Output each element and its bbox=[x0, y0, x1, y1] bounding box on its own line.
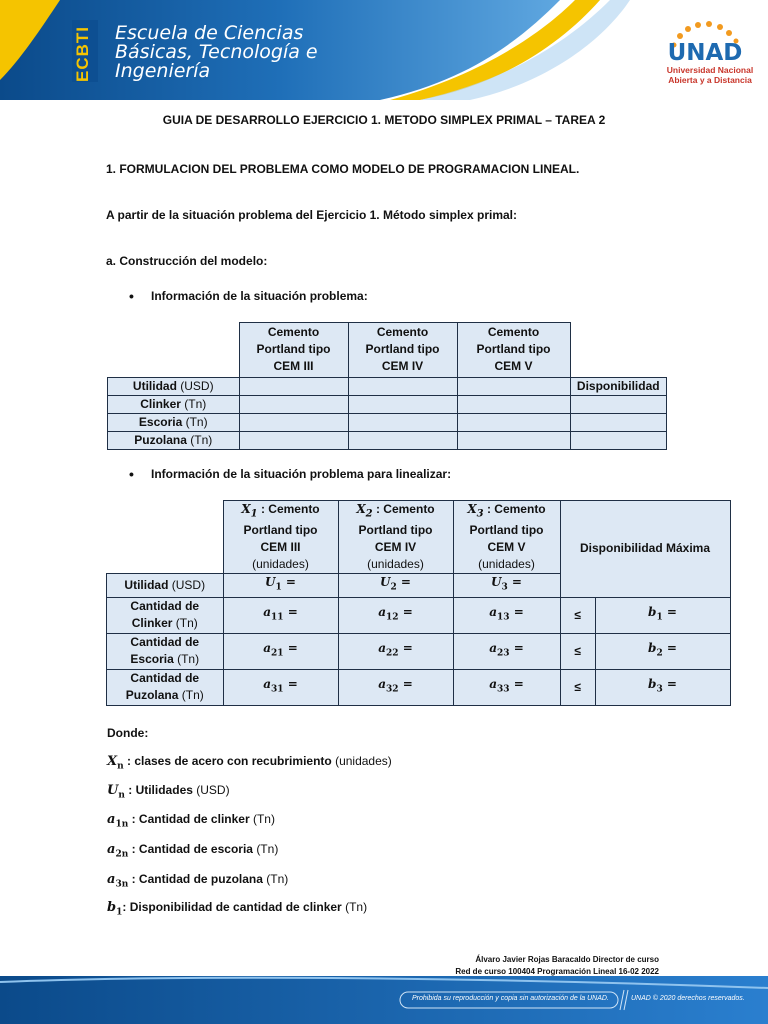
def-u: $U_n$ : Utilidades (USD) bbox=[107, 783, 230, 801]
row-label-escoria: Escoria (Tn) bbox=[108, 413, 240, 431]
row-label-clinker: Cantidad de Clinker (Tn) bbox=[107, 597, 224, 633]
vertical-tag: ECBTI bbox=[73, 26, 92, 82]
b3-cell: $b_3$ = bbox=[595, 669, 730, 705]
header-x2: $X_2$ : Cemento Portland tipo CEM IV (unidades) bbox=[338, 501, 453, 574]
svg-text:UNAD: UNAD bbox=[667, 40, 743, 66]
def-a1: $a_{1n}$ : Cantidad de clinker (Tn) bbox=[107, 812, 275, 830]
subsection-heading: a. Construcción del modelo: bbox=[106, 254, 268, 268]
def-a3: $a_{3n}$ : Cantidad de puzolana (Tn) bbox=[107, 872, 289, 890]
row-label-puzolana: Cantidad de Puzolana (Tn) bbox=[107, 669, 224, 705]
a11-cell: $a_{11}$ = bbox=[223, 597, 338, 633]
definitions-title: Donde: bbox=[107, 726, 149, 740]
b1-cell: $b_1$ = bbox=[595, 597, 730, 633]
situation-table bbox=[107, 322, 667, 450]
bullet-info: • Información de la situación problema: bbox=[151, 289, 368, 303]
header-availability: Disponibilidad bbox=[570, 377, 667, 395]
header-cem-iv: Cemento Portland tipo CEM IV bbox=[348, 323, 457, 378]
a13-cell: $a_{13}$ = bbox=[453, 597, 560, 633]
intro-text: A partir de la situación problema del Ejercicio 1. Método simplex primal: bbox=[106, 208, 517, 222]
u3-cell: $U_3$ = bbox=[453, 574, 560, 597]
a23-cell: $a_{23}$ = bbox=[453, 633, 560, 669]
a31-cell: $a_{31}$ = bbox=[223, 669, 338, 705]
header-x1: $X_1$ : Cemento Portland tipo CEM III (unidades) bbox=[223, 501, 338, 574]
a33-cell: $a_{33}$ = bbox=[453, 669, 560, 705]
row-label-escoria: Cantidad de Escoria (Tn) bbox=[107, 633, 224, 669]
page-title: GUIA DE DESARROLLO EJERCICIO 1. METODO SIMPLEX PRIMAL – TAREA 2 bbox=[162, 113, 606, 127]
a12-cell: $a_{12}$ = bbox=[338, 597, 453, 633]
a22-cell: $a_{22}$ = bbox=[338, 633, 453, 669]
logo-subtitle: Universidad Nacional Abierta y a Distancia bbox=[666, 65, 754, 85]
row-label-utility: Utilidad (USD) bbox=[108, 377, 240, 395]
row-label-utility: Utilidad (USD) bbox=[107, 574, 224, 597]
header-cem-v: Cemento Portland tipo CEM V bbox=[457, 323, 570, 378]
row-label-puzolana: Puzolana (Tn) bbox=[108, 431, 240, 449]
leq-symbol: ≤ bbox=[560, 597, 595, 633]
section-heading: 1. FORMULACION DEL PROBLEMA COMO MODELO DE PROGRAMACION LINEAL. bbox=[106, 162, 580, 176]
author-signature: Álvaro Javier Rojas Baracaldo Director de curso bbox=[475, 955, 659, 964]
def-b1: $b_1$: Disponibilidad de cantidad de clinker (Tn) bbox=[107, 900, 368, 918]
school-name: Escuela de Ciencias Básicas, Tecnología e Ingeniería bbox=[115, 22, 318, 82]
footer-copyright: UNAD © 2020 derechos reservados. bbox=[631, 995, 745, 1002]
leq-symbol: ≤ bbox=[560, 669, 595, 705]
u2-cell: $U_2$ = bbox=[338, 574, 453, 597]
page-header bbox=[0, 0, 768, 100]
header-x3: $X_3$ : Cemento Portland tipo CEM V (unidades) bbox=[453, 501, 560, 574]
course-info: Red de curso 100404 Programación Lineal 16-02 2022 bbox=[455, 967, 659, 976]
header-cem-iii: Cemento Portland tipo CEM III bbox=[239, 323, 348, 378]
linearize-table bbox=[106, 500, 731, 706]
def-x: $X_n$ : clases de acero con recubrimiento (unidades) bbox=[107, 754, 392, 772]
leq-symbol: ≤ bbox=[560, 633, 595, 669]
a32-cell: $a_{32}$ = bbox=[338, 669, 453, 705]
a21-cell: $a_{21}$ = bbox=[223, 633, 338, 669]
def-a2: $a_{2n}$ : Cantidad de escoria (Tn) bbox=[107, 842, 279, 860]
footer-notice: Prohibida su reproducción y copia sin autorización de la UNAD. bbox=[412, 995, 609, 1002]
b2-cell: $b_2$ = bbox=[595, 633, 730, 669]
u1-cell: $U_1$ = bbox=[223, 574, 338, 597]
header-max-availability: Disponibilidad Máxima bbox=[560, 501, 730, 598]
row-label-clinker: Clinker (Tn) bbox=[108, 395, 240, 413]
bullet-linearize: • Información de la situación problema para linealizar: bbox=[151, 467, 451, 481]
